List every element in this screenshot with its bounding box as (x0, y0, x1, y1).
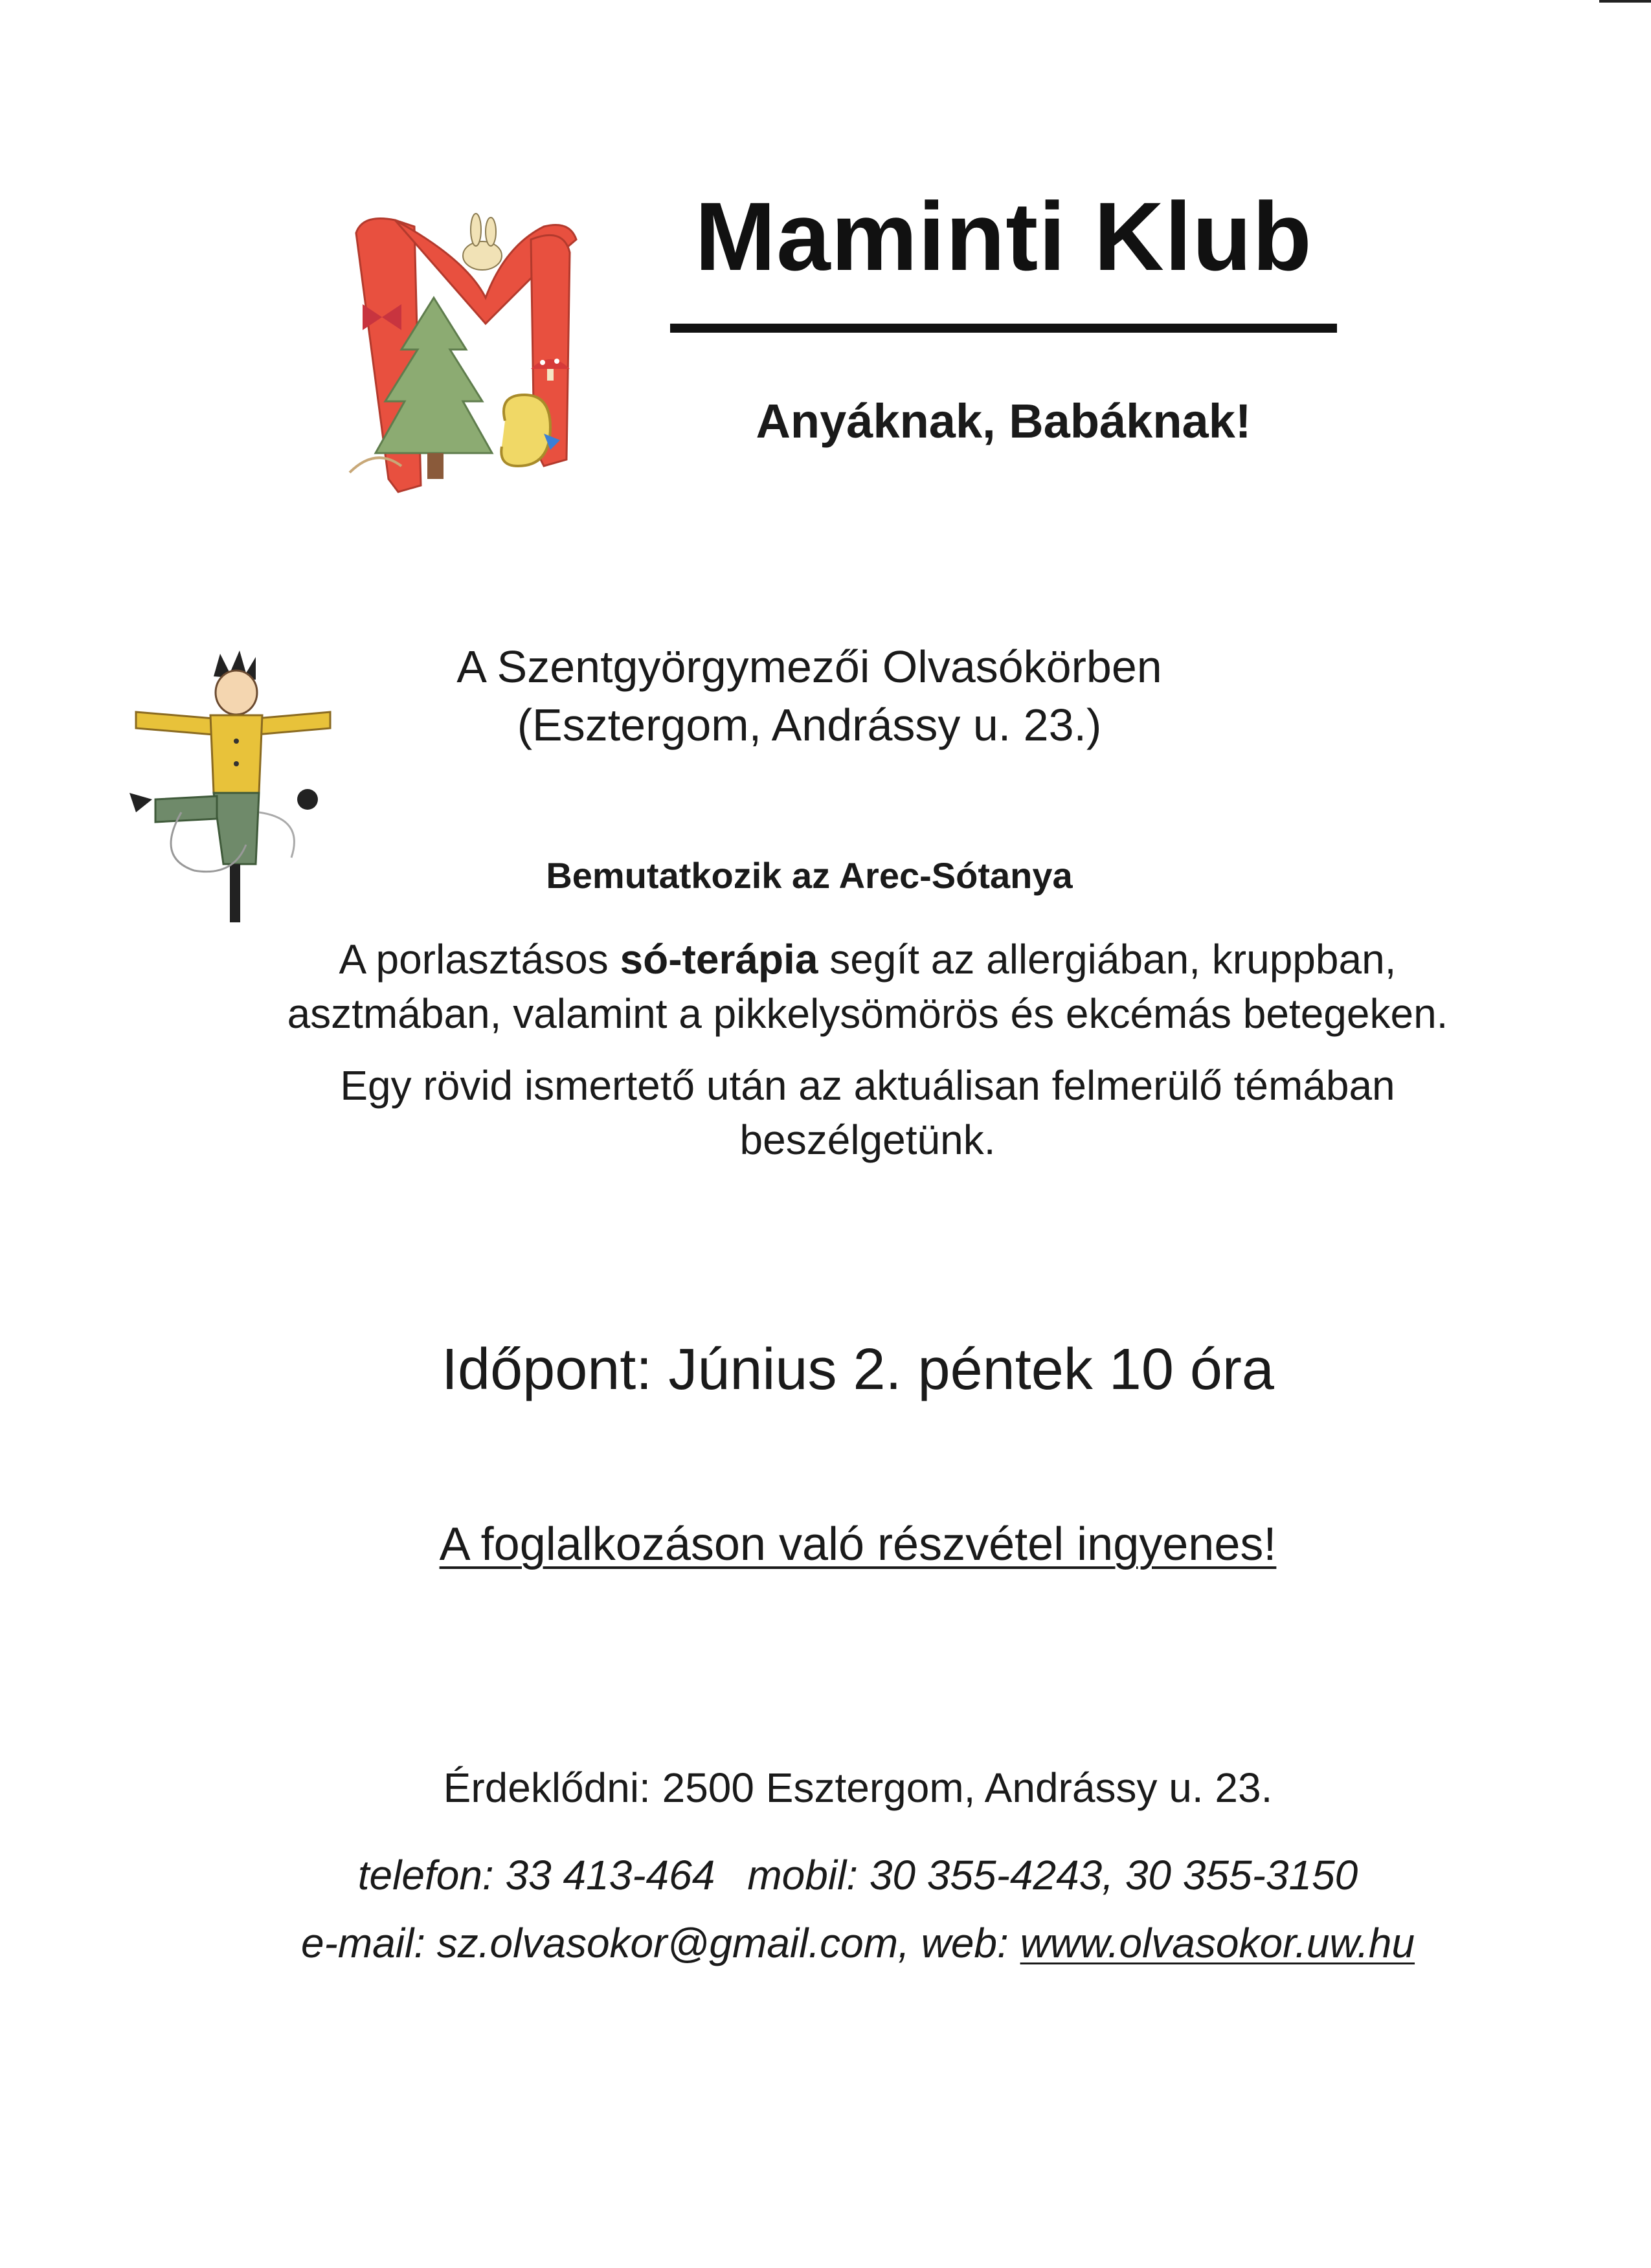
title-underline-rule (670, 324, 1337, 333)
contact-address: Érdeklődni: 2500 Esztergom, Andrássy u. 23. (443, 1764, 1273, 1811)
website-link[interactable]: www.olvasokor.uw.hu (1020, 1920, 1415, 1966)
page-title: Maminti Klub (695, 182, 1312, 291)
venue-address: (Esztergom, Andrássy u. 23.) (517, 700, 1102, 750)
page-subtitle: Anyáknak, Babáknak! (756, 394, 1252, 448)
event-time: Időpont: Június 2. péntek 10 óra (442, 1337, 1274, 1402)
scan-corner-mark (1599, 0, 1651, 3)
intro-heading: Bemutatkozik az Arec-Sótanya (546, 855, 1073, 896)
intro-description-start: A porlasztásos (339, 936, 620, 983)
intro-description (272, 932, 1463, 1041)
free-participation-note: A foglalkozáson való részvétel ingyenes! (439, 1518, 1277, 1570)
contact-phone: telefon: 33 413-464 (357, 1852, 715, 1898)
contact-email: e-mail: sz.olvasokor@gmail.com, web: (300, 1920, 1020, 1966)
maminti-m-logo-icon (337, 201, 596, 524)
intro-followup: Egy rövid ismertető után az aktuálisan felmerülő témában beszélgetünk. (340, 1062, 1395, 1163)
contact-phones (194, 1851, 1522, 1899)
intro-description-highlight: só-terápia (620, 936, 818, 983)
contact-email-web (194, 1919, 1522, 1967)
contact-mobile: mobil: 30 355-4243, 30 355-3150 (747, 1852, 1358, 1898)
venue-name: A Szentgyörgymezői Olvasókörben (456, 641, 1162, 692)
free-note-container (291, 1518, 1424, 1571)
intro-description-end: segít az allergiában, kruppban, asztmában, valamint a pikkelysömörös és ekcémás betegeken. (287, 936, 1448, 1037)
